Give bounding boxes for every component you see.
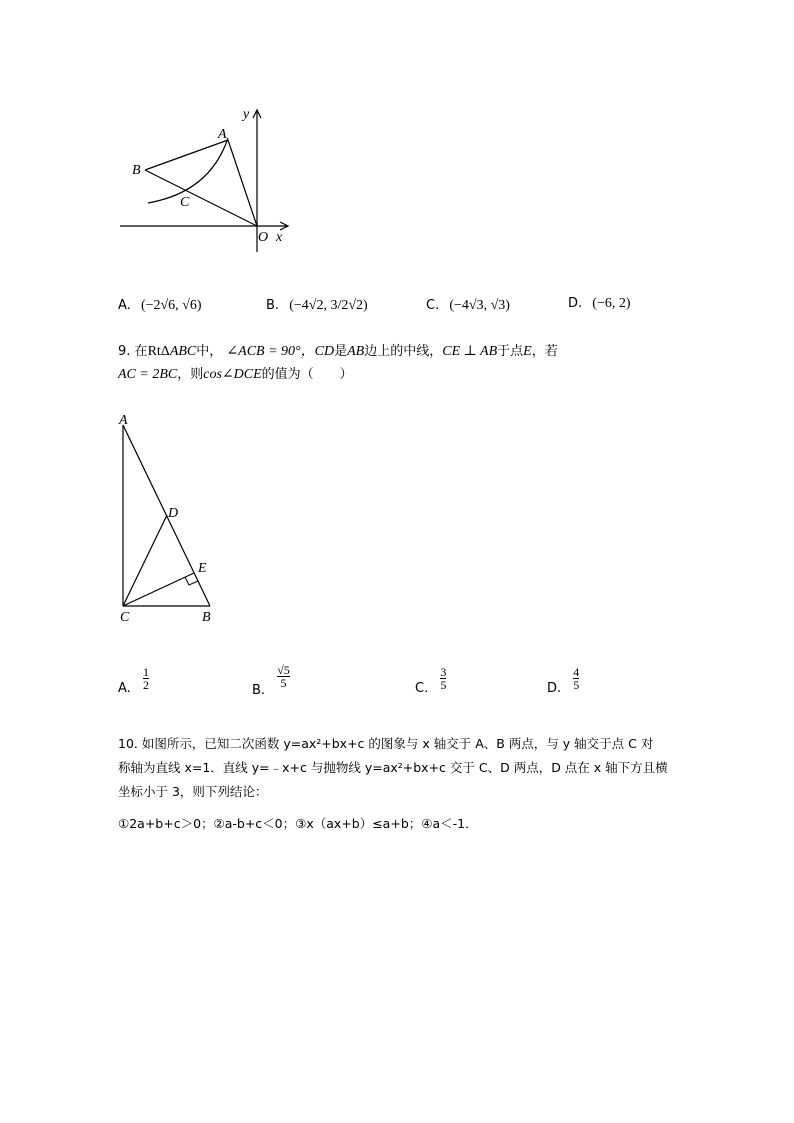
q8-option-a-value: (−2√6, √6) [140, 298, 202, 313]
q8-option-d[interactable] [568, 296, 631, 312]
label-B: B [132, 163, 141, 178]
q9-condition: AC = 2BC [118, 367, 178, 382]
figure-coordinate-triangle [110, 100, 310, 260]
label-D: D [168, 506, 179, 521]
q9-option-c-label: C. [415, 681, 429, 696]
q9-option-b[interactable] [252, 664, 290, 698]
segment-AB [145, 140, 228, 170]
label-A: A [119, 413, 128, 428]
q8-option-c-value: (−4√3, √3) [449, 298, 510, 313]
q9-option-c-den: 5 [440, 678, 447, 692]
segment-BO [145, 170, 257, 226]
q10-line1: 10. 如图所示，已知二次函数 y=ax²+bx+c 的图象与 x 轴交于 A、B 两点，与 y 轴交于点 C 对 [118, 736, 654, 751]
q9-point-e: E [523, 344, 532, 359]
hyperbola-curve [148, 138, 228, 203]
q9-option-d-den: 5 [573, 678, 580, 692]
q8-option-b-label: B. [266, 298, 280, 313]
label-y: y [243, 107, 250, 122]
segment-CD [123, 515, 167, 606]
segment-CE [123, 573, 194, 606]
q9-text-shi: 是 [334, 344, 348, 359]
q9-angle: ∠ACB = 90°，CD [226, 344, 335, 359]
q8-option-b[interactable] [266, 298, 368, 314]
label-A: A [218, 127, 227, 142]
q9-option-d-num: 4 [573, 665, 580, 679]
q10-line3: 坐标小于 3，则下列结论： [118, 784, 268, 799]
q8-option-b-value: (−4√2, 3/2√2) [289, 298, 368, 313]
q9-text-yu: 于点 [497, 344, 524, 359]
q9-option-a-label: A. [118, 681, 131, 696]
q9-option-c[interactable] [415, 666, 446, 696]
q9-line1 [118, 341, 558, 363]
q9-ab: AB [347, 344, 365, 359]
q9-option-a-fraction [143, 666, 149, 691]
q8-option-d-value: (−6, 2) [592, 296, 631, 311]
q9-text-rest: 的值为（ ） [261, 367, 353, 382]
label-C: C [120, 610, 130, 625]
q9-number: 9. [118, 344, 131, 359]
q8-option-d-label: D. [568, 296, 583, 311]
q9-ce-perp: CE ⊥ AB [442, 344, 498, 359]
q9-text-ruo: ，若 [531, 344, 558, 359]
q9-option-d-fraction [573, 666, 579, 691]
q9-rt: Rt [147, 344, 161, 359]
q8-option-a-label: A. [118, 298, 131, 313]
label-B: B [202, 610, 211, 625]
q8-option-c-label: C. [426, 298, 440, 313]
q9-option-b-num: √5 [277, 663, 290, 677]
q9-option-d[interactable] [547, 666, 579, 696]
q9-text-zai: 在 [134, 344, 148, 359]
q9-text-zhong: 中， [196, 344, 223, 359]
q9-option-a-den: 2 [142, 678, 149, 692]
q9-cos: cos∠DCE [203, 367, 262, 382]
label-O: O [258, 230, 269, 245]
q9-option-b-label: B. [252, 683, 266, 698]
q9-option-d-label: D. [547, 681, 562, 696]
q9-line2 [118, 364, 353, 386]
q10-conclusions: ①2a+b+c＞0；②a-b+c＜0；③x（ax+b）≤a+b；④a＜-1． [118, 816, 478, 831]
q8-option-c[interactable] [426, 298, 510, 314]
label-x: x [276, 230, 283, 245]
q10-line2: 称轴为直线 x=1．直线 y=﹣x+c 与抛物线 y=ax²+bx+c 交于 C、D 两点，D 点在 x 轴下方且横 [118, 760, 668, 775]
q9-triangle-symbol: Δ [160, 344, 170, 359]
q9-option-b-den: 5 [280, 676, 287, 690]
q9-text-bian: 边上的中线， [364, 344, 443, 359]
q9-option-b-fraction [277, 664, 290, 689]
q9-abc: ABC [169, 344, 197, 359]
q8-option-a[interactable] [118, 298, 202, 314]
label-E: E [198, 561, 207, 576]
q9-option-c-fraction [440, 666, 446, 691]
q9-option-c-num: 3 [440, 665, 447, 679]
figure-right-triangle [110, 408, 230, 628]
label-C: C [180, 195, 190, 210]
q9-option-a[interactable] [118, 666, 149, 696]
q9-text-ze: ，则 [177, 367, 204, 382]
q9-option-a-num: 1 [142, 665, 149, 679]
